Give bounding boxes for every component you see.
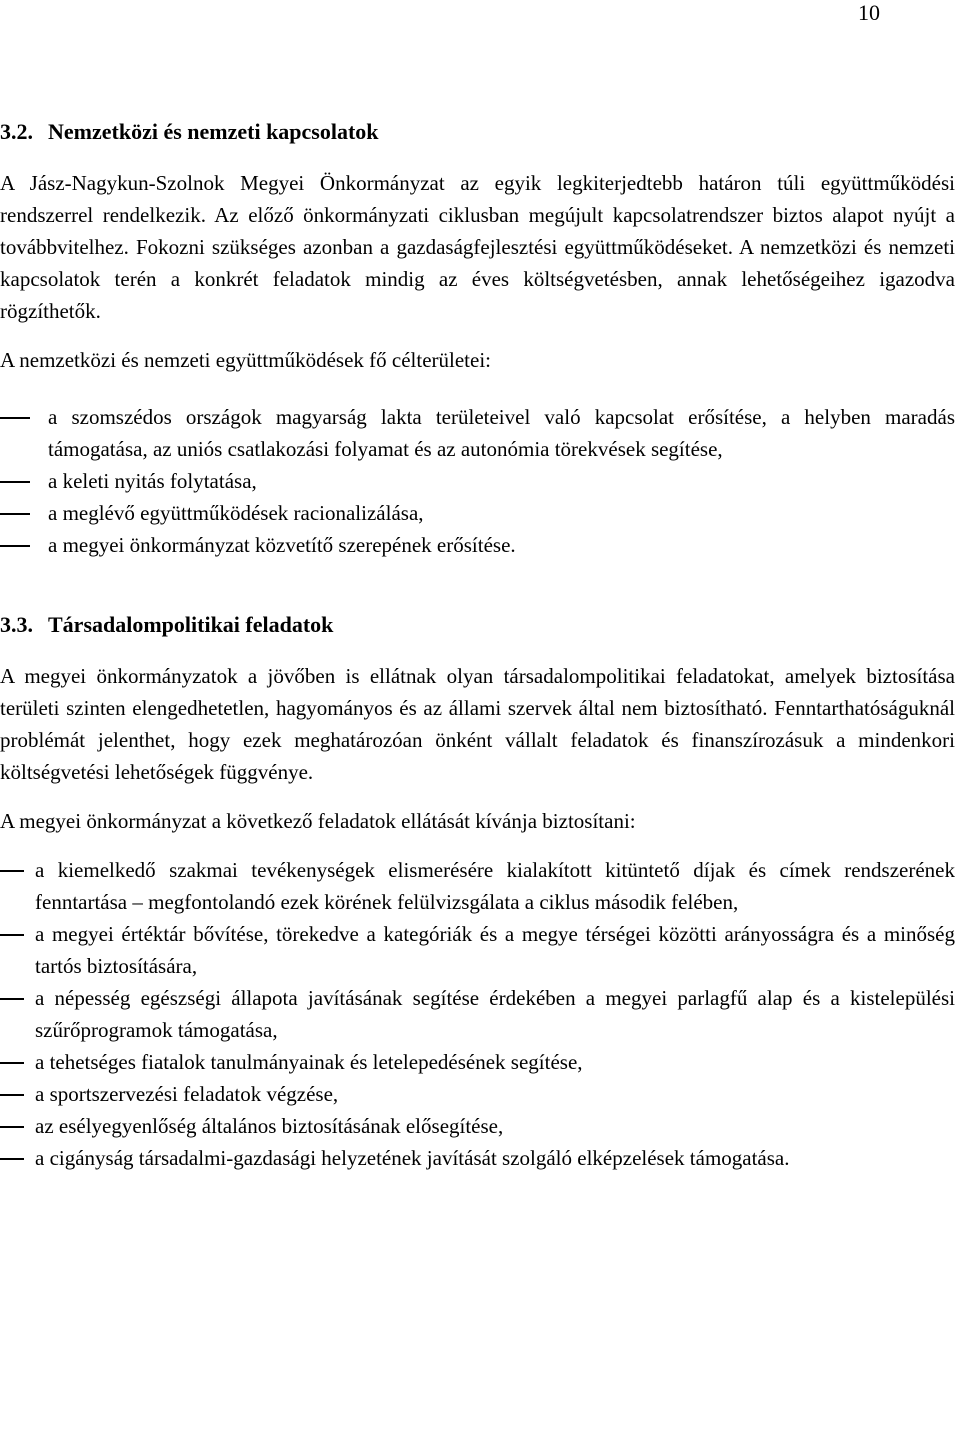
list-item: a szomszédos országok magyarság lakta területeivel való kapcsolat erősítése, a helyben maradás támogatása, az uniós csatlakozási folyamat és az autonómia törekvések segítése,	[0, 401, 955, 465]
list-item: a megyei önkormányzat közvetítő szerepének erősítése.	[0, 529, 955, 561]
tasks-list	[0, 854, 955, 1174]
list-intro: A nemzetközi és nemzeti együttműködések fő célterületei:	[0, 348, 491, 372]
section-social-policy	[0, 611, 955, 1174]
section-international-relations	[0, 118, 955, 561]
list-item: a megyei értéktár bővítése, törekedve a kategóriák és a megye térségei közötti arányosságra és a minőség tartós biztosítására,	[0, 918, 955, 982]
section-heading	[0, 118, 955, 146]
target-areas-list	[0, 401, 955, 561]
page-number: 10	[858, 0, 880, 25]
list-item: az esélyegyenlőség általános biztosításának elősegítése,	[0, 1110, 955, 1142]
document-body	[0, 118, 955, 1174]
list-item: a sportszervezési feladatok végzése,	[0, 1078, 955, 1110]
list-item: a cigányság társadalmi-gazdasági helyzetének javítását szolgáló elképzelések támogatása.	[0, 1142, 955, 1174]
list-item: a tehetséges fiatalok tanulmányainak és letelepedésének segítése,	[0, 1046, 955, 1078]
section-heading	[0, 611, 955, 639]
list-item: a kiemelkedő szakmai tevékenységek elismerésére kialakított kitüntető díjak és címek rendszerének fenntartása – megfontolandó ezek körének felülvizsgálata a ciklus második felében,	[0, 854, 955, 918]
list-item: a népesség egészségi állapota javításának segítése érdekében a megyei parlagfű alap és a kistelepülési szűrőprogramok támogatása,	[0, 982, 955, 1046]
section-title: Társadalompolitikai feladatok	[48, 612, 334, 637]
list-intro: A megyei önkormányzat a következő feladatok ellátását kívánja biztosítani:	[0, 809, 636, 833]
list-item: a keleti nyitás folytatása,	[0, 465, 955, 497]
section-paragraph: A megyei önkormányzatok a jövőben is ellátnak olyan társadalompolitikai feladatokat, amelyek biztosítása területi szinten elengedhetetlen, hagyományos és az állami szervek által nem biztosítható. Fenntarthatóságuknál problémát jelenthet, hogy ezek meghatározóan önként vállalt feladatok és finanszírozásuk a mindenkori költségvetési lehetőségek függvénye.	[0, 664, 955, 784]
section-number: 3.2.	[0, 119, 33, 144]
section-paragraph: A Jász-Nagykun-Szolnok Megyei Önkormányzat az egyik legkiterjedtebb határon túli együttműködési rendszerrel rendelkezik. Az előző önkormányzati ciklusban megújult kapcsolatrendszer biztos alapot nyújt a továbbvitelhez. Fokozni szükséges azonban a gazdaságfejlesztési együttműködéseket. A nemzetközi és nemzeti kapcsolatok terén a konkrét feladatok mindig az éves költségvetésben, annak lehetőségeihez igazodva rögzíthetők.	[0, 171, 955, 323]
section-number: 3.3.	[0, 612, 33, 637]
list-item: a meglévő együttműködések racionalizálása,	[0, 497, 955, 529]
section-title: Nemzetközi és nemzeti kapcsolatok	[48, 119, 379, 144]
